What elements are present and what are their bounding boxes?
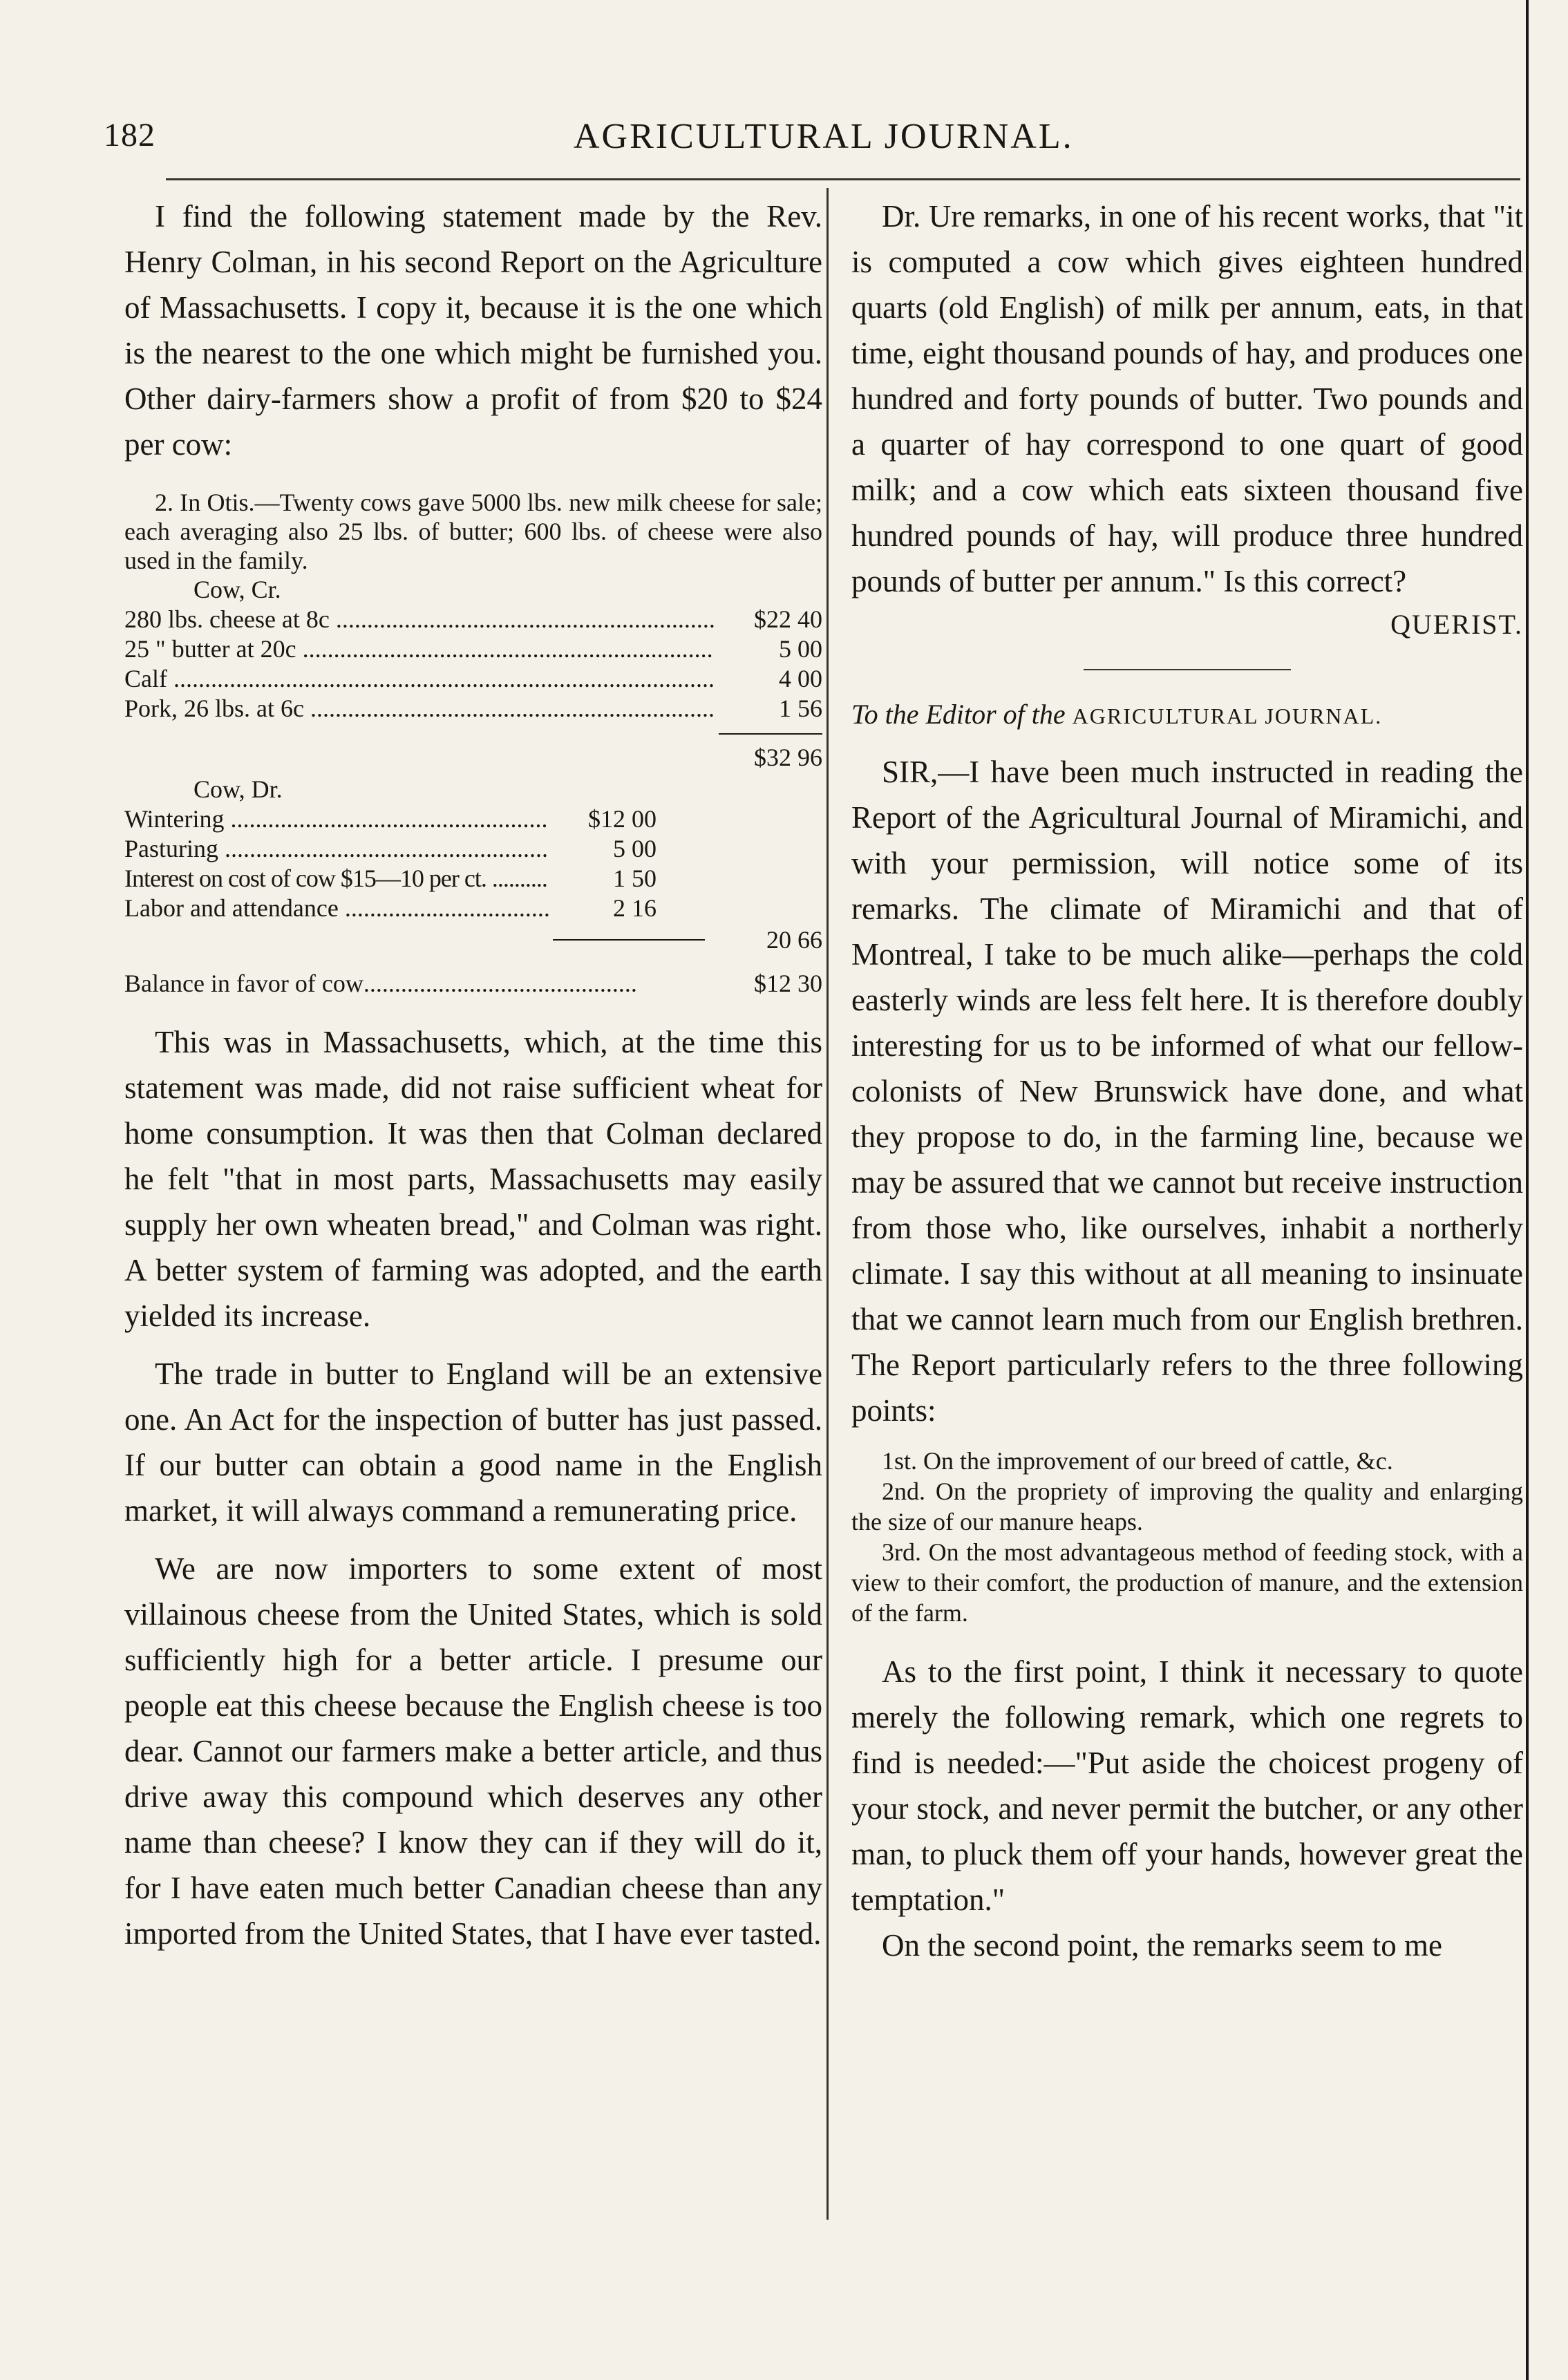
ledger-row (124, 605, 822, 634)
otis-case: 2. In Otis.—Twenty cows gave 5000 lbs. new milk cheese for sale; each averaging also 25 lbs. of butter; 600 lbs. of cheese were also used in the family. (124, 489, 822, 574)
point-item: 1st. On the improvement of our breed of cattle, &c. (882, 1447, 1393, 1475)
page-number: 182 (104, 117, 155, 153)
ledger-desc: Wintering ..... (124, 804, 549, 834)
header-rule (166, 178, 1520, 180)
ledger-desc: Labor and attendance ..... (124, 894, 549, 923)
ledger-amount: $22 40 (754, 605, 822, 633)
section-rule (1084, 669, 1291, 670)
running-title: AGRICULTURAL JOURNAL. (574, 117, 1074, 156)
butter-trade-paragraph: The trade in butter to England will be an extensive one. An Act for the inspection of butter has just passed. If our butter can obtain a good name in the English market, it will always command a remunerating price. (124, 1357, 822, 1528)
cheese-import-paragraph: We are now importers to some extent of most villainous cheese from the United States, which is sold sufficiently high for a better article. I presume our people eat this cheese because the English cheese is too dear. Cannot our farmers make a better article, and thus drive away this compound which deserves any other name than cheese? I know they can if they will do it, for I have eaten much better Canadian cheese than any imported from the United States, that I have ever tasted. (124, 1551, 822, 1951)
debit-ledger (124, 804, 746, 923)
ledger-desc: Pasturing ..... (124, 834, 549, 864)
letter-address (851, 694, 1523, 737)
intro-paragraph: I find the following statement made by the Rev. Henry Colman, in his second Report on the Agriculture of Massachusetts. I copy it, because it is the one which is the nearest to the one which might be furnished you. Other dairy-farmers show a profit of from $20 to $24 per cow: (124, 199, 822, 462)
second-point-paragraph: On the second point, the remarks seem to me (882, 1928, 1443, 1963)
first-point-paragraph: As to the first point, I think it necessary to quote merely the following remark, which one regrets to find is needed:—"Put aside the choicest progeny of your stock, and never permit the butcher, or any other man, to pluck them off your hands, however great the temptation." (851, 1654, 1523, 1917)
ledger-amount: $12 00 (588, 805, 657, 833)
ledger-amount: 5 00 (779, 635, 822, 663)
points-list (851, 1446, 1523, 1628)
sum-rule (553, 939, 705, 941)
balance-row: Balance in favor of cow ............................................ $12 30 (124, 970, 822, 997)
credit-total (124, 740, 822, 775)
ledger-amount: 2 16 (613, 894, 657, 922)
address-journal: AGRICULTURAL JOURNAL. (1072, 703, 1383, 728)
sum-rule (719, 733, 822, 735)
ledger-row (124, 634, 822, 664)
credit-ledger (124, 605, 822, 775)
right-column (851, 193, 1523, 1968)
massachusetts-paragraph: This was in Massachusetts, which, at the time this statement was made, did not raise sufficient wheat for home consumption. It was then that Colman declared he felt "that in most parts, Massachusetts may easily supply her own wheaten bread," and Colman was right. A better system of farming was adopted, and the earth yielded its increase. (124, 1025, 822, 1333)
debit-total-amount: 20 66 (766, 926, 822, 954)
debit-total-line (124, 923, 822, 956)
left-column (124, 193, 822, 1956)
balance-amount: $12 30 (754, 970, 822, 997)
ledger-row (124, 864, 657, 894)
column-divider (826, 188, 829, 2220)
balance-label: Balance in favor of cow (124, 970, 363, 997)
ledger-desc: Pork, 26 lbs. at 6c ..... (124, 694, 715, 724)
ledger-amount: 5 00 (613, 835, 657, 862)
ledger-row (124, 894, 657, 923)
ledger-desc: 25 " butter at 20c ..... (124, 634, 715, 664)
ledger-desc: Calf ..... (124, 664, 715, 694)
ledger-row (124, 834, 657, 864)
page-edge-rule (1526, 0, 1529, 2380)
ure-query: Dr. Ure remarks, in one of his recent works, that "it is computed a cow which gives eighteen hundred quarts (old English) of milk per annum, eats, in that time, eight thousand pounds of hay, and produces one hundred and forty pounds of butter. Two pounds and a quarter of hay correspond to one quart of good milk; and a cow which eats sixteen thousand five hundred pounds of hay, will produce three hundred pounds of butter per annum." Is this correct? (851, 199, 1523, 598)
debit-heading: Cow, Dr. (193, 775, 283, 803)
ledger-row (124, 664, 822, 694)
ledger-desc: Interest on cost of cow $15—10 per ct. ..... (124, 864, 549, 894)
credit-heading: Cow, Cr. (193, 576, 281, 603)
ledger-amount: 4 00 (779, 665, 822, 692)
querist-signature: QUERIST. (1390, 609, 1523, 640)
address-prefix: To the Editor of the (851, 699, 1066, 730)
ledger-row (124, 694, 822, 724)
point-item: 3rd. On the most advantageous method of feeding stock, with a view to their comfort, the production of manure, and the extension of the farm. (851, 1538, 1523, 1627)
ledger-row (124, 804, 657, 834)
letter-paragraph: SIR,—I have been much instructed in reading the Report of the Agricultural Journal of Miramichi, and with your permission, will notice some of its remarks. The climate of Miramichi and that of Montreal, I take to be much alike—perhaps the cold easterly winds are less felt here. It is therefore doubly interesting for us to be informed of what our fellow-colonists of New Brunswick have done, and what they propose to do, in the farming line, because we may be assured that we cannot but receive instruction from those who, like ourselves, inhabit a northerly climate. I say this without at all meaning to insinuate that we cannot learn much from our English brethren. The Report particularly refers to the three following points: (851, 755, 1523, 1428)
point-item: 2nd. On the propriety of improving the quality and enlarging the size of our manure heaps. (851, 1477, 1523, 1536)
ledger-amount: 1 50 (613, 865, 657, 892)
credit-total-amount: $32 96 (754, 744, 822, 771)
ledger-amount: 1 56 (779, 695, 822, 722)
ledger-desc: 280 lbs. cheese at 8c ..... (124, 605, 715, 634)
